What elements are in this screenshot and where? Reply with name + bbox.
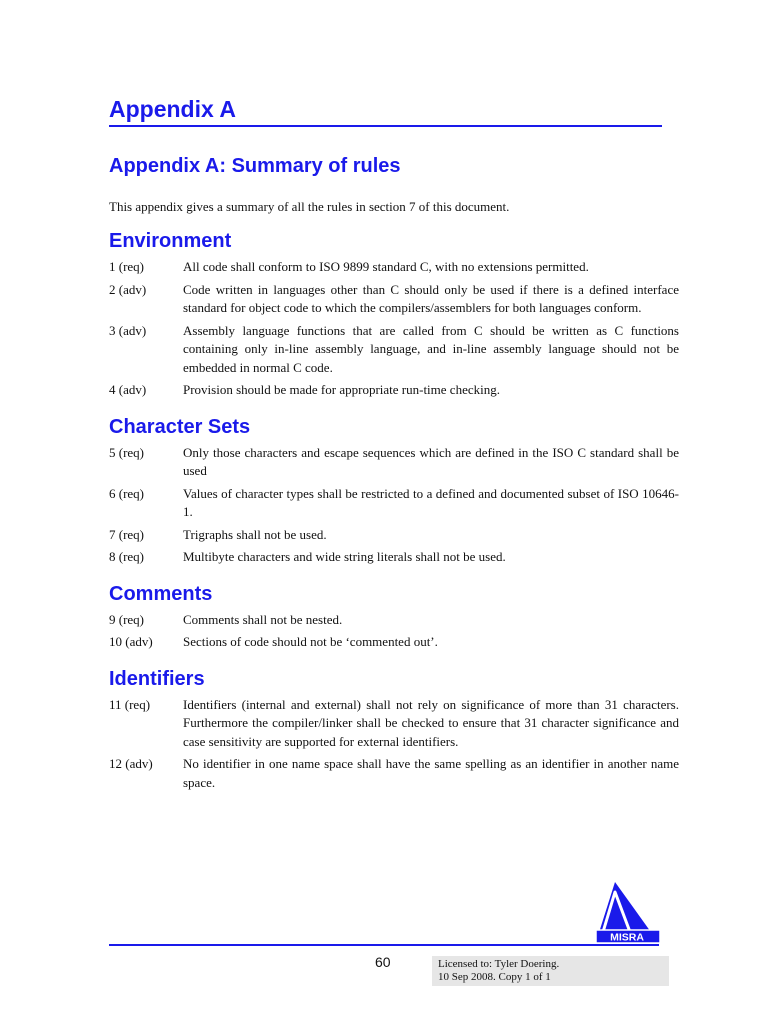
section-title: Comments bbox=[109, 582, 213, 605]
rule-number: 4 (adv) bbox=[109, 382, 147, 397]
section-title: Character Sets bbox=[109, 415, 251, 438]
summary-heading: Appendix A: Summary of rules bbox=[109, 155, 401, 177]
license-line-1: Licensed to: Tyler Doering. bbox=[438, 958, 560, 970]
rule-text: Provision should be made for appropriate run-time checking. bbox=[183, 382, 500, 397]
license-line-2: 10 Sep 2008. Copy 1 of 1 bbox=[438, 971, 551, 983]
rule-text: Trigraphs shall not be used. bbox=[183, 526, 327, 542]
rule-item bbox=[109, 696, 679, 752]
rule-number: 11 (req) bbox=[109, 696, 151, 712]
rule-number: 2 (adv) bbox=[109, 281, 147, 297]
rule-number: 10 (adv) bbox=[109, 634, 153, 649]
section-title: Identifiers bbox=[109, 667, 205, 690]
rule-text: Identifiers (internal and external) shall not rely on significance of more than 31 characters. Furthermore the compiler/linker shall be checked to ensure that 31 character significance and case sensitivity are supported for external identifiers. bbox=[183, 696, 679, 749]
rule-number: 7 (req) bbox=[109, 526, 145, 542]
misra-logo bbox=[592, 880, 662, 946]
rule-text: Only those characters and escape sequences which are defined in the ISO C standard shall be used bbox=[183, 444, 679, 478]
logo-text: MISRA bbox=[610, 931, 644, 944]
rule-text: Assembly language functions that are called from C should be written as C functions containing only in-line assembly language, and in-line assembly language should not be embedded in normal C code. bbox=[183, 322, 679, 375]
rule-text: Code written in languages other than C should only be used if there is a defined interface standard for object code to which the compilers/assemblers for both languages conform. bbox=[183, 281, 679, 315]
section-comments bbox=[109, 581, 679, 652]
appendix-heading: Appendix A bbox=[109, 96, 236, 122]
page-number: 60 bbox=[375, 954, 391, 970]
rule-number: 8 (req) bbox=[109, 549, 145, 564]
rule-item bbox=[109, 444, 679, 481]
rule-text: Multibyte characters and wide string literals shall not be used. bbox=[183, 549, 506, 564]
rule-item bbox=[109, 526, 679, 545]
rule-text: Sections of code should not be ‘commented out’. bbox=[183, 634, 438, 649]
rule-number: 6 (req) bbox=[109, 485, 145, 501]
rule-item bbox=[109, 281, 679, 318]
rule-item bbox=[109, 548, 679, 567]
intro-paragraph: This appendix gives a summary of all the rules in section 7 of this document. bbox=[109, 199, 510, 214]
rule-text: Values of character types shall be restricted to a defined and documented subset of ISO 10646-1. bbox=[183, 485, 679, 519]
rule-text: No identifier in one name space shall have the same spelling as an identifier in another name space. bbox=[183, 756, 679, 790]
misra-logo-icon bbox=[592, 880, 662, 946]
rule-text: All code shall conform to ISO 9899 standard C, with no extensions permitted. bbox=[183, 259, 589, 274]
section-title: Environment bbox=[109, 230, 232, 252]
section-environment bbox=[109, 228, 679, 400]
license-notice bbox=[432, 956, 669, 986]
section-character-sets bbox=[109, 414, 679, 567]
rule-item bbox=[109, 755, 679, 792]
rule-text: Comments shall not be nested. bbox=[183, 611, 343, 627]
rule-number: 3 (adv) bbox=[109, 322, 147, 338]
rule-number: 1 (req) bbox=[109, 259, 145, 274]
section-identifiers bbox=[109, 666, 679, 793]
rule-number: 12 (adv) bbox=[109, 756, 153, 771]
heading-divider bbox=[109, 125, 662, 127]
footer-divider bbox=[109, 944, 659, 946]
rule-item bbox=[109, 381, 679, 400]
rule-number: 5 (req) bbox=[109, 444, 145, 460]
rules-content bbox=[109, 228, 679, 806]
rule-item bbox=[109, 611, 679, 630]
rule-number: 9 (req) bbox=[109, 611, 145, 627]
rule-item bbox=[109, 322, 679, 378]
rule-item bbox=[109, 633, 679, 652]
rule-item bbox=[109, 485, 679, 522]
rule-item bbox=[109, 258, 679, 277]
